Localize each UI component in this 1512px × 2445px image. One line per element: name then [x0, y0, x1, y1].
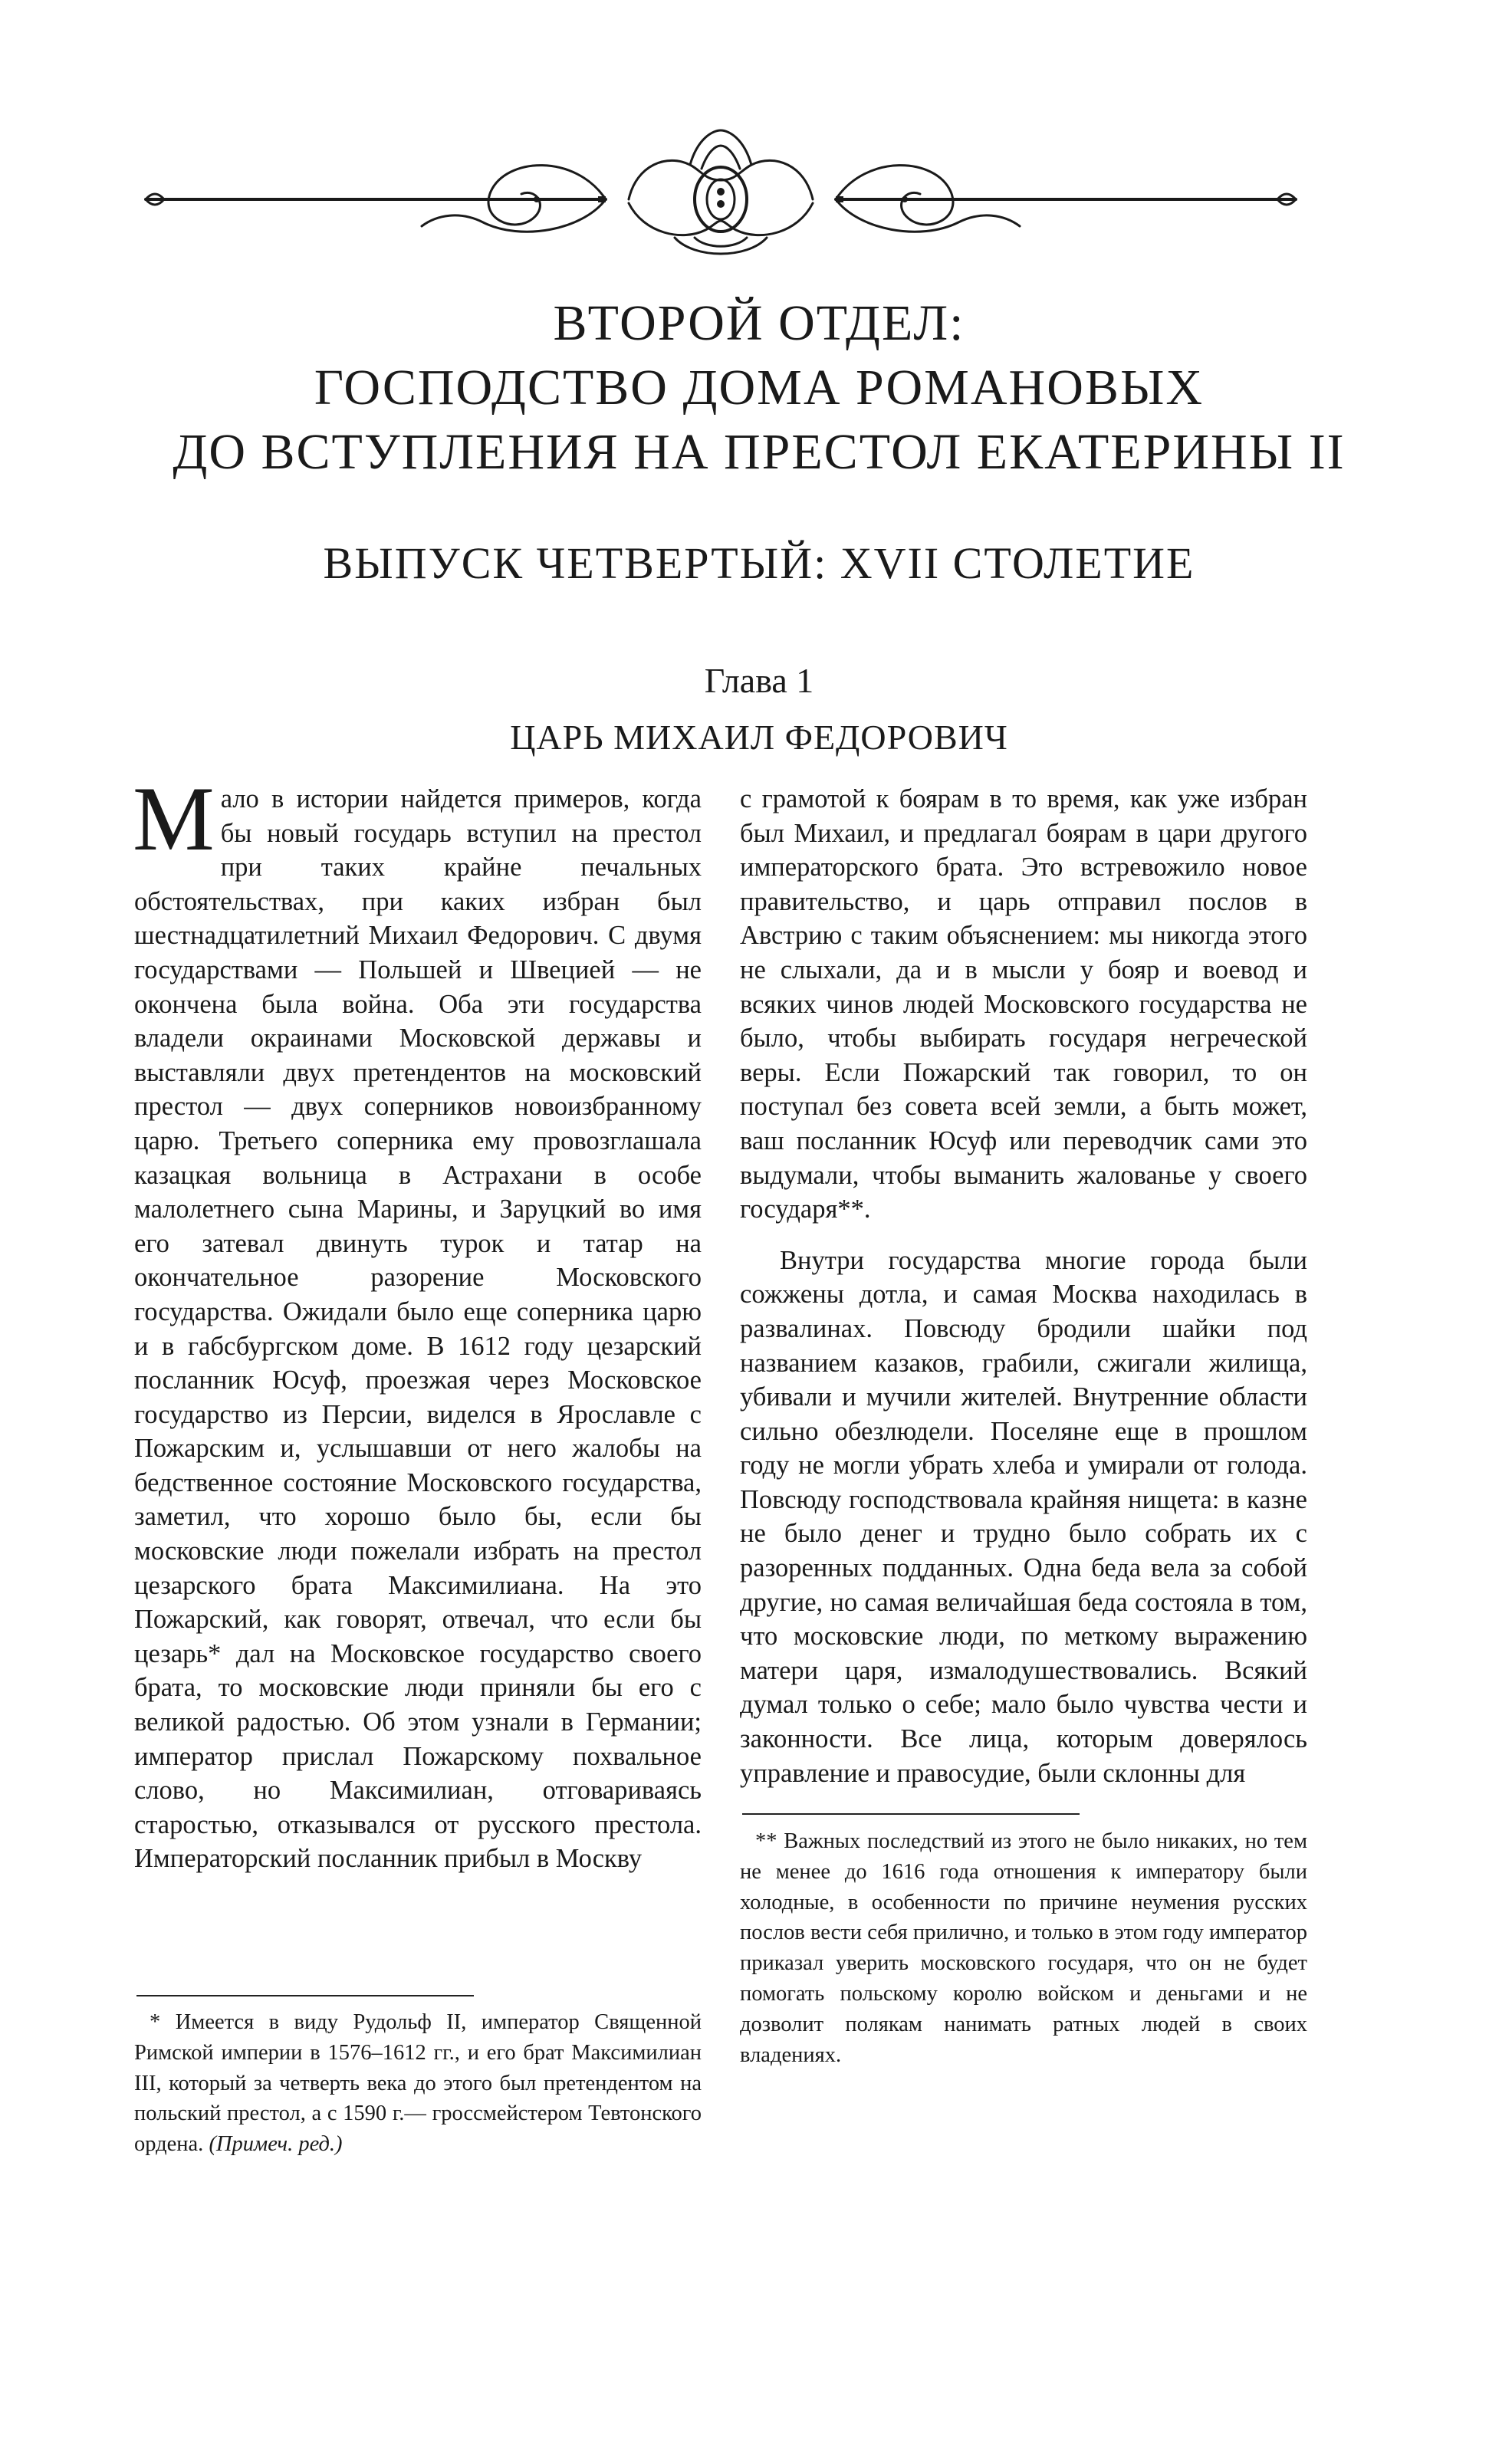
body-paragraph: Внутри государства многие города были сожжены дотла, и самая Москва находилась в развалинах. Повсюду бродили шайки под названием казаков, грабили, сжигали жилища, убивали и мучили жителей. Внутренние области сильно обезлюдели. Поселяне еще в прошлом году не могли убрать хлеба и умирали от голода. Повсюду господствовала крайняя нищета: в казне не было денег и трудно было собрать их с разоренных подданных. Одна беда вела за собой другие, но самая величайшая беда состояла в том, что московские люди, по меткому выражению матери царя, измалодушествовались. Всякий думал только о себе; мало было чувства чести и законности. Все лица, которым доверялось управление и правосудие, были склонны для	[740, 1245, 1307, 1788]
part-title-line-1: ВТОРОЙ ОТДЕЛ:	[553, 295, 965, 351]
body-paragraph: с грамотой к боярам в то время, как уже избран был Михаил, и предлагал боярам в цари другого императорского брата. Это встревожило новое правительство, и царь отправил послов в Австрию с таким объяснением: мы никогда этого не слыхали, да и в мысли у бояр и воевод и всяких чинов людей Московского государства не было, чтобы выбирать государя негреческой веры. Если Пожарский так говорил, то он поступал без совета всей земли, а быть может, ваш посланник Юсуф или переводчик сами это выдумали, чтобы выманить жалованье у своего государя**.	[740, 784, 1307, 1224]
footnote-text: * Имеется в виду Рудольф II, император Священной Римской империи в 1576–1612 гг., и его брат Максимилиан III, который за четверть века до этого был претендентом на польский престол, а с 1590 г.— гроссмейстером Тевтонского ордена.	[134, 2010, 702, 2157]
drop-cap: М	[133, 767, 215, 869]
footnote-text: ** Важных последствий из этого не было никаких, но тем не менее до 1616 года отношения к императору были холодные, в особенности по причине неумения русских послов вести себя прилично, и только в этом году император приказал уверить московского государя, что он не будет помогать польскому королю войском и деньгами и не дозволит полякам нанимать ратных людей в своих владениях.	[740, 1829, 1307, 2067]
editor-note: (Примеч. ред.)	[209, 2132, 343, 2157]
footnote-divider	[742, 1813, 1080, 1815]
paragraph-text: ало в истории найдется примеров, когда бы новый государь вступил на престол при таких крайне печальных обстоятельствах, при каких избран был шестнадцатилетний Михаил Федорович. С двумя государствами — Польшей и Швецией — не окончена была война. Оба эти государства владели окраинами Московской державы и выставляли двух претендентов на московский престол — двух соперников новоизбранному царю. Третьего соперника ему провозглашала казацкая вольница в Астрахани в особе малолетнего сына Марины, и Заруцкий во имя его затевал двинуть турок и татар на окончательное разорение Московского государства. Ожидали было еще соперника царю и в габсбургском доме. В 1612 году цезарский посланник Юсуф, проезжая через Московское государство из Персии, виделся в Ярославле с Пожарским и, услышавши от него жалобы на бедственное состояние Московского государства, заметил, что хорошо было бы, если бы московские люди пожелали избрать на престол цезарского брата Максимилиана. На это Пожарский, как говорят, отвечал, что если бы цезарь* дал на Московское государство своего брата, то московские люди приняли бы его с великой радостью. Об этом узнали в Германии; император прислал Пожарскому похвальное слово, но Максимилиан, отговариваясь старостью, отказывался от русского престола. Императорский посланник прибыл в Москву	[134, 784, 702, 1874]
part-title	[115, 291, 1403, 485]
part-title-line-2: ГОСПОДСТВО ДОМА РОМАНОВЫХ	[314, 360, 1205, 416]
issue-title: ВЫПУСК ЧЕТВЕРТЫЙ: XVII СТОЛЕТИЕ	[323, 538, 1195, 588]
footnote	[134, 2007, 702, 2160]
scroll-ornament-icon	[138, 123, 1303, 261]
left-column	[133, 767, 702, 1876]
part-title-line-3: ДО ВСТУПЛЕНИЯ НА ПРЕСТОЛ ЕКАТЕРИНЫ II	[173, 424, 1346, 480]
chapter-number: Глава 1	[704, 661, 814, 700]
body-paragraph	[133, 767, 702, 1876]
right-column	[740, 782, 1307, 1790]
footnote	[740, 1826, 1307, 2070]
footnote-divider	[136, 1995, 474, 1996]
chapter-title: ЦАРЬ МИХАИЛ ФЕДОРОВИЧ	[510, 718, 1008, 757]
